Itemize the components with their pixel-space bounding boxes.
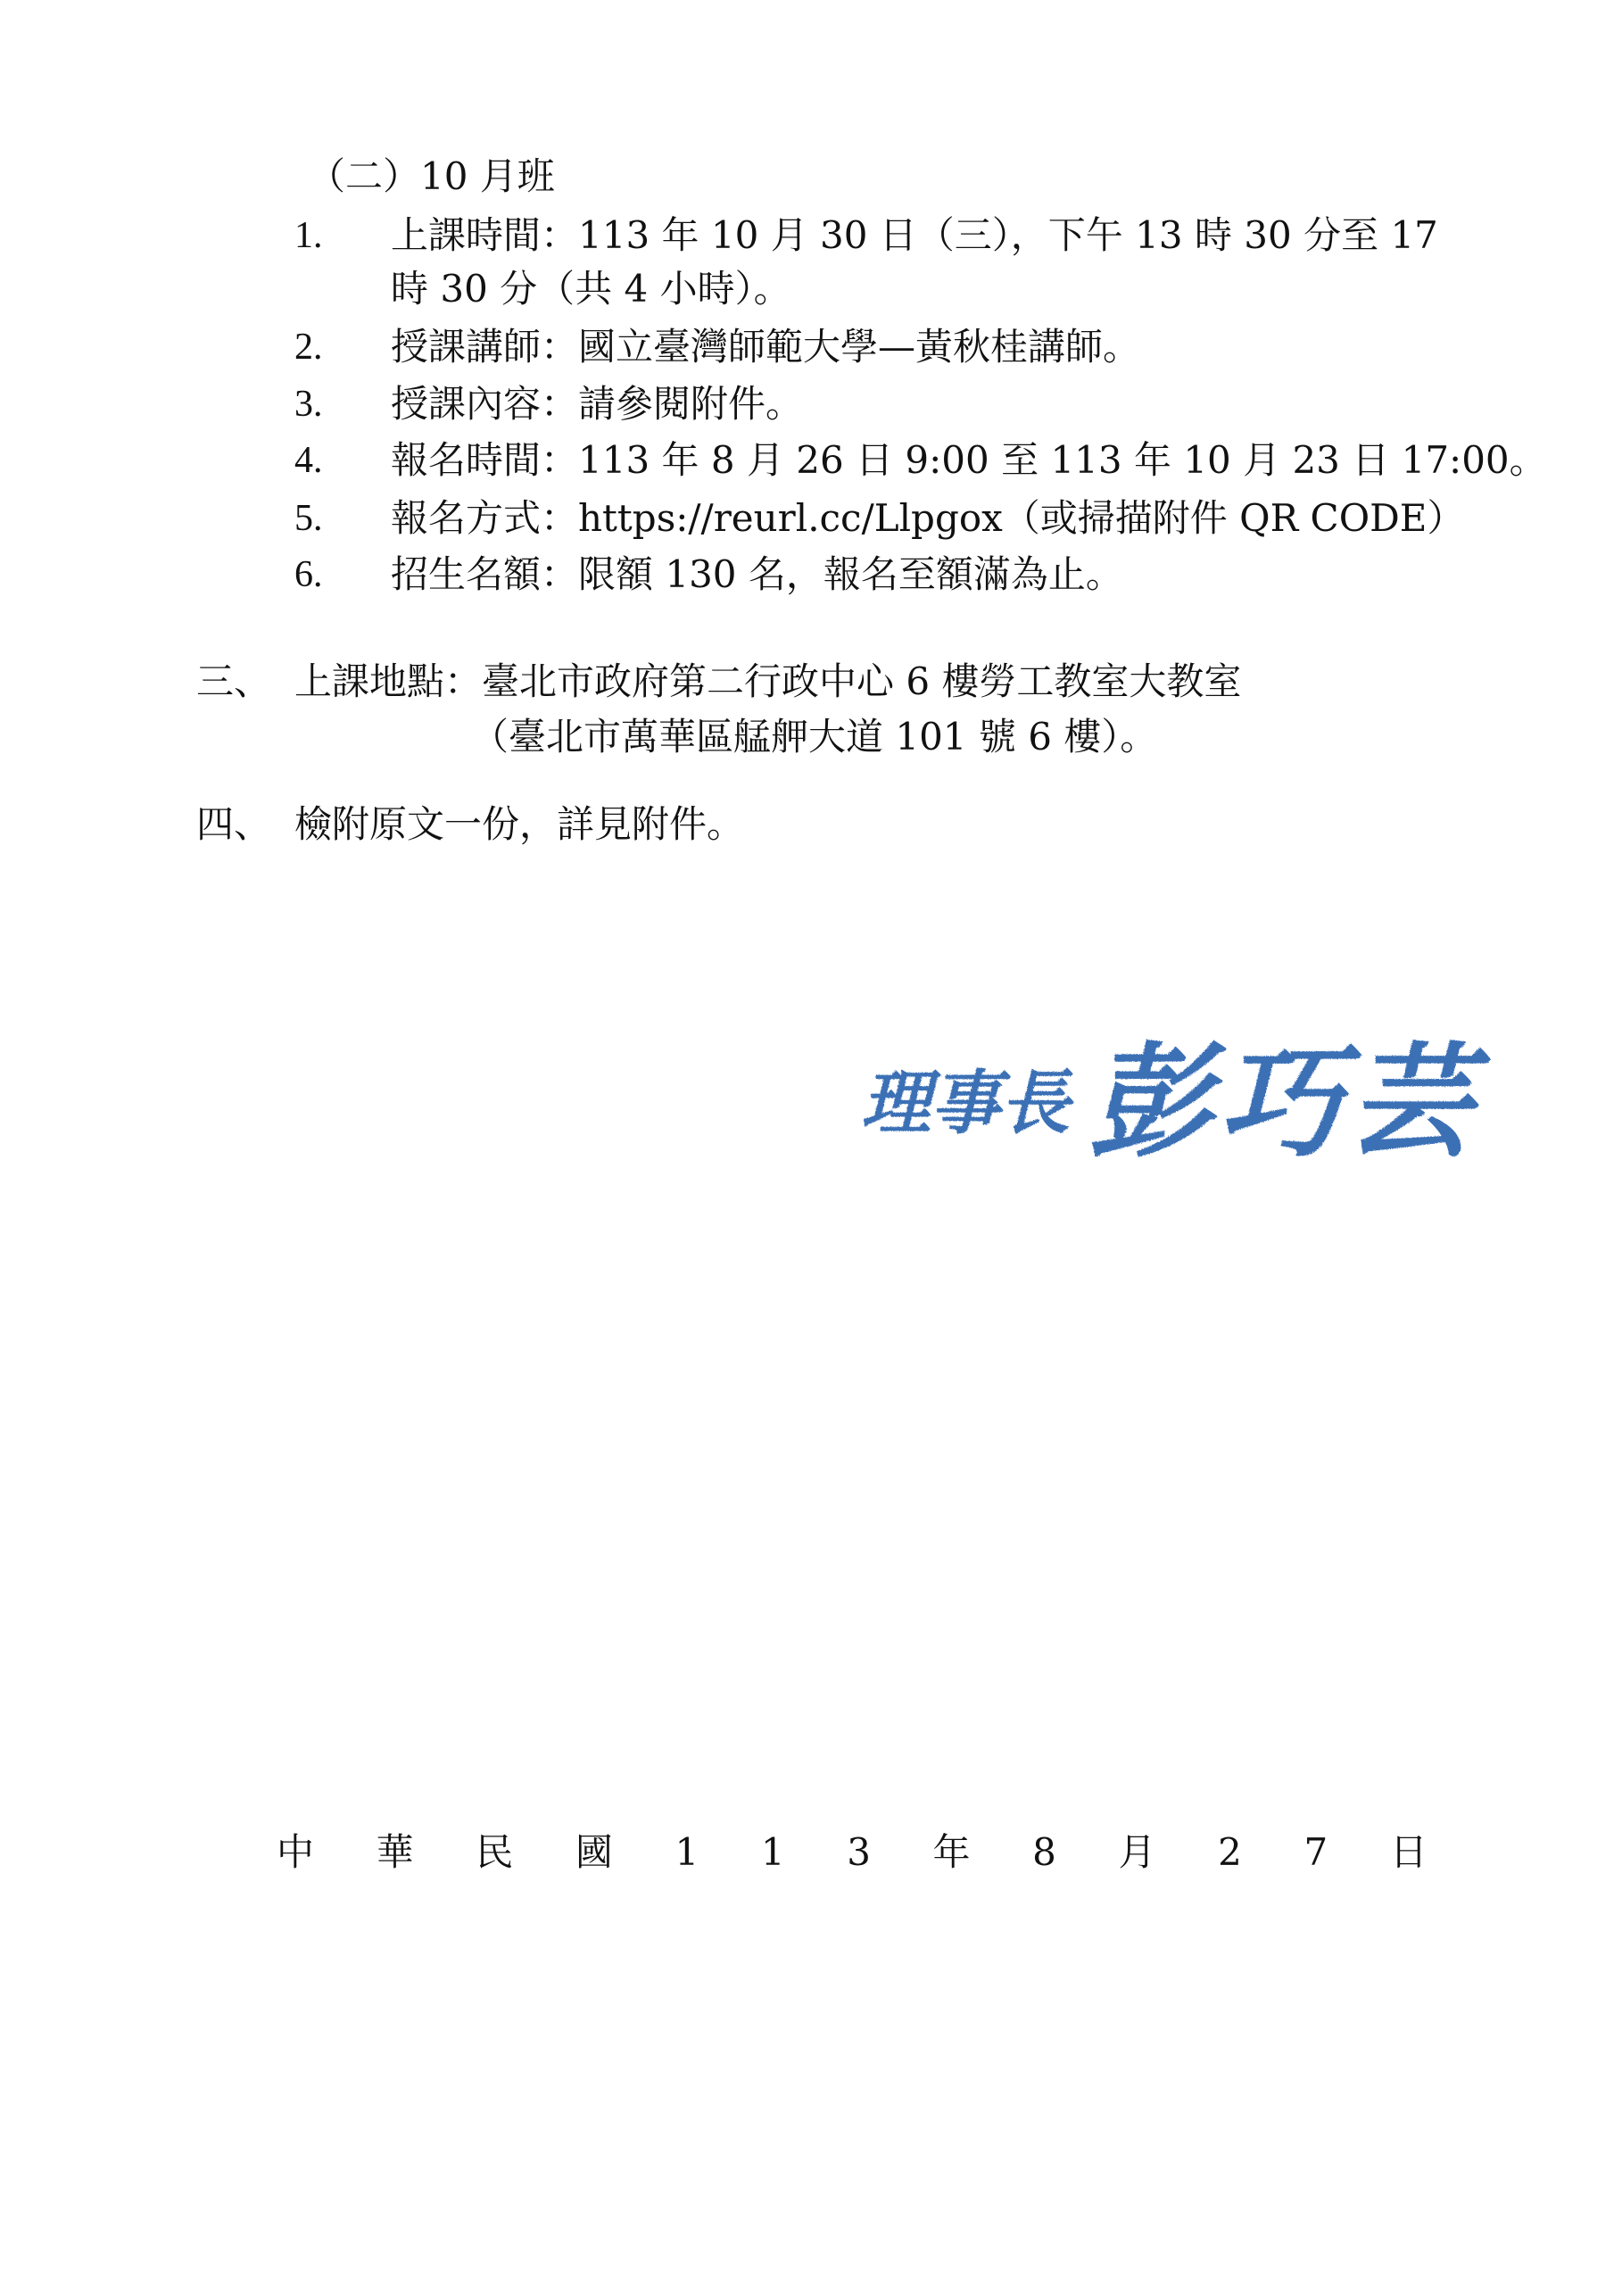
list-item-number: 3. — [294, 384, 323, 425]
date-char: 月 — [1118, 1830, 1156, 1874]
list-item-text-continued: 時 30 分（共 4 小時）。 — [391, 267, 791, 311]
subsection-heading: （二）10 月班 — [308, 154, 555, 198]
chairperson-signature — [861, 1022, 1539, 1173]
date-char: 7 — [1303, 1830, 1328, 1874]
location-text: 上課地點：臺北市政府第二行政中心 6 樓勞工教室大教室 — [294, 659, 1242, 703]
list-item-number: 4. — [294, 440, 323, 481]
list-item-text: 報名方式：https://reurl.cc/Llpgox（或掃描附件 QR CODE） — [391, 496, 1465, 540]
document-date — [277, 1829, 1428, 1876]
date-char: 中 — [277, 1830, 315, 1874]
date-char: 1 — [674, 1830, 699, 1874]
list-item-text: 招生名額：限額 130 名，報名至額滿為止。 — [391, 552, 1123, 596]
location-address: （臺北市萬華區艋舺大道 101 號 6 樓）。 — [471, 715, 1158, 758]
list-item-text: 上課時間：113 年 10 月 30 日（三），下午 13 時 30 分至 17 — [391, 213, 1438, 257]
list-item-number: 2. — [294, 327, 323, 368]
date-char: 2 — [1218, 1830, 1242, 1874]
date-char: 1 — [760, 1830, 785, 1874]
list-item-text: 授課講師：國立臺灣師範大學—黃秋桂講師。 — [391, 325, 1141, 369]
attachment-note: 檢附原文一份，詳見附件。 — [294, 802, 745, 846]
list-item-number: 1. — [294, 215, 323, 256]
date-char: 華 — [376, 1830, 414, 1874]
date-char: 國 — [575, 1830, 613, 1874]
list-item-text: 報名時間：113 年 8 月 26 日 9:00 至 113 年 10 月 23 日 17:00。 — [391, 438, 1547, 482]
date-char: 3 — [847, 1830, 871, 1874]
date-char: 日 — [1389, 1830, 1428, 1874]
signature-title: 理事長 — [861, 1063, 1071, 1144]
section-marker: 三、 — [196, 659, 272, 703]
section-marker: 四、 — [196, 802, 272, 846]
date-char: 民 — [476, 1830, 514, 1874]
date-char: 年 — [932, 1830, 971, 1874]
list-item-number: 6. — [294, 554, 323, 595]
list-item-text: 授課內容：請參閱附件。 — [391, 382, 804, 426]
date-char: 8 — [1032, 1830, 1056, 1874]
signature-name: 彭巧芸 — [1088, 1029, 1480, 1173]
list-item-number: 5. — [294, 498, 323, 539]
